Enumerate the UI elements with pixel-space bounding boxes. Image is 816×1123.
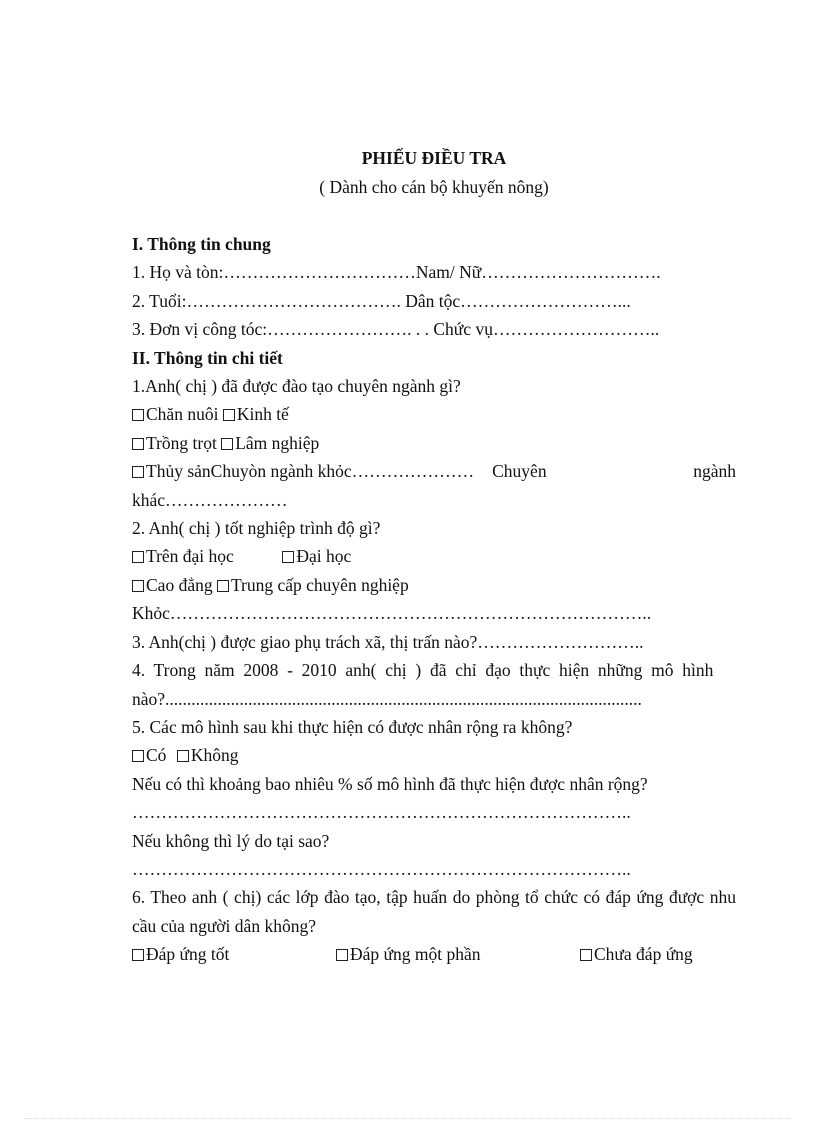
checkbox-icon[interactable] bbox=[132, 409, 144, 421]
option-chan-nuoi[interactable]: Chăn nuôi bbox=[132, 400, 218, 428]
checkbox-icon[interactable] bbox=[580, 949, 592, 961]
option-lam-nghiep[interactable]: Lâm nghiệp bbox=[221, 429, 319, 457]
form-subtitle: ( Dành cho cán bộ khuyến nông) bbox=[319, 177, 549, 197]
q1-options-row2 bbox=[132, 429, 736, 457]
q1-other-word-b: ngành bbox=[693, 461, 736, 482]
form-title: PHIẾU ĐIỀU TRA bbox=[361, 148, 507, 168]
checkbox-icon[interactable] bbox=[132, 438, 144, 450]
q2-other-line: Khỏc……………………………………………………………………….. bbox=[132, 603, 652, 624]
q6-question: 6. Theo anh ( chị) các lớp đào tạo, tập huấn do phòng tổ chức có đáp ứng được nhu cầu của người dân không? bbox=[132, 887, 736, 936]
option-cao-dang[interactable]: Cao đẳng bbox=[132, 571, 213, 599]
option-dai-hoc[interactable]: Đại học bbox=[282, 542, 351, 570]
q1-other-word-a: Chuyên bbox=[492, 461, 547, 482]
option-tren-dai-hoc[interactable]: Trên đại học bbox=[132, 542, 278, 570]
checkbox-icon[interactable] bbox=[132, 551, 144, 563]
option-co[interactable]: Có bbox=[132, 741, 166, 769]
checkbox-icon[interactable] bbox=[132, 466, 144, 478]
q5-follow-yes: Nếu có thì khoảng bao nhiêu % số mô hình đã thực hiện được nhân rộng? bbox=[132, 773, 648, 794]
workplace-position-line: 3. Đơn vị công tóc:……………………. . . Chức vụ……………………….. bbox=[132, 319, 660, 340]
q5-answer-line1: ………………………………………………………………………….. bbox=[132, 802, 631, 823]
option-chua-dap-ung[interactable]: Chưa đáp ứng bbox=[580, 940, 693, 968]
q4-question-line2: nào?............................................................................................................. bbox=[132, 688, 642, 709]
option-dap-ung-tot[interactable]: Đáp ứng tốt bbox=[132, 940, 336, 968]
checkbox-icon[interactable] bbox=[217, 580, 229, 592]
checkbox-icon[interactable] bbox=[132, 580, 144, 592]
checkbox-icon[interactable] bbox=[223, 409, 235, 421]
q1-options-row1 bbox=[132, 400, 736, 428]
option-trong-trot[interactable]: Trồng trọt bbox=[132, 429, 217, 457]
q5-options bbox=[132, 741, 736, 769]
q5-follow-no: Nếu không thì lý do tại sao? bbox=[132, 830, 330, 851]
section-general-heading: I. Thông tin chung bbox=[132, 234, 271, 254]
checkbox-icon[interactable] bbox=[132, 750, 144, 762]
q3-question: 3. Anh(chị ) được giao phụ trách xã, thị trấn nào?……………………….. bbox=[132, 631, 644, 652]
survey-form bbox=[132, 146, 736, 969]
checkbox-icon[interactable] bbox=[221, 438, 233, 450]
option-dap-ung-mot-phan[interactable]: Đáp ứng một phần bbox=[336, 940, 580, 968]
q5-answer-line2: ………………………………………………………………………….. bbox=[132, 858, 631, 879]
checkbox-icon[interactable] bbox=[282, 551, 294, 563]
q6-options bbox=[132, 940, 736, 968]
q2-options-row1 bbox=[132, 542, 736, 570]
checkbox-icon[interactable] bbox=[132, 949, 144, 961]
q1-other-specialty: Chuyòn ngành khỏc………………… bbox=[210, 461, 475, 482]
q1-question: 1.Anh( chị ) đã được đào tạo chuyên ngành gì? bbox=[132, 376, 461, 397]
q5-question: 5. Các mô hình sau khi thực hiện có được nhân rộng ra không? bbox=[132, 716, 573, 737]
q4-question-line1: 4. Trong năm 2008 - 2010 anh( chị ) đã chỉ đạo thực hiện những mô hình bbox=[132, 660, 714, 681]
section-detail-heading: II. Thông tin chi tiết bbox=[132, 347, 283, 368]
name-gender-line: 1. Họ và tòn:……………………………Nam/ Nữ…………………………. bbox=[132, 262, 661, 283]
option-thuy-san[interactable]: Thủy sản bbox=[132, 457, 211, 485]
q1-other-line: khác………………… bbox=[132, 489, 288, 510]
checkbox-icon[interactable] bbox=[336, 949, 348, 961]
q2-options-row2 bbox=[132, 571, 736, 599]
q2-question: 2. Anh( chị ) tốt nghiệp trình độ gì? bbox=[132, 518, 381, 539]
q1-options-row3 bbox=[132, 457, 736, 485]
checkbox-icon[interactable] bbox=[177, 750, 189, 762]
option-kinh-te[interactable]: Kinh tế bbox=[223, 400, 289, 428]
option-khong[interactable]: Không bbox=[177, 741, 239, 769]
option-trung-cap[interactable]: Trung cấp chuyên nghiệp bbox=[217, 571, 409, 599]
age-ethnicity-line: 2. Tuổi:………………………………. Dân tộc………………………... bbox=[132, 290, 631, 311]
page-footer-rule bbox=[24, 1118, 792, 1119]
